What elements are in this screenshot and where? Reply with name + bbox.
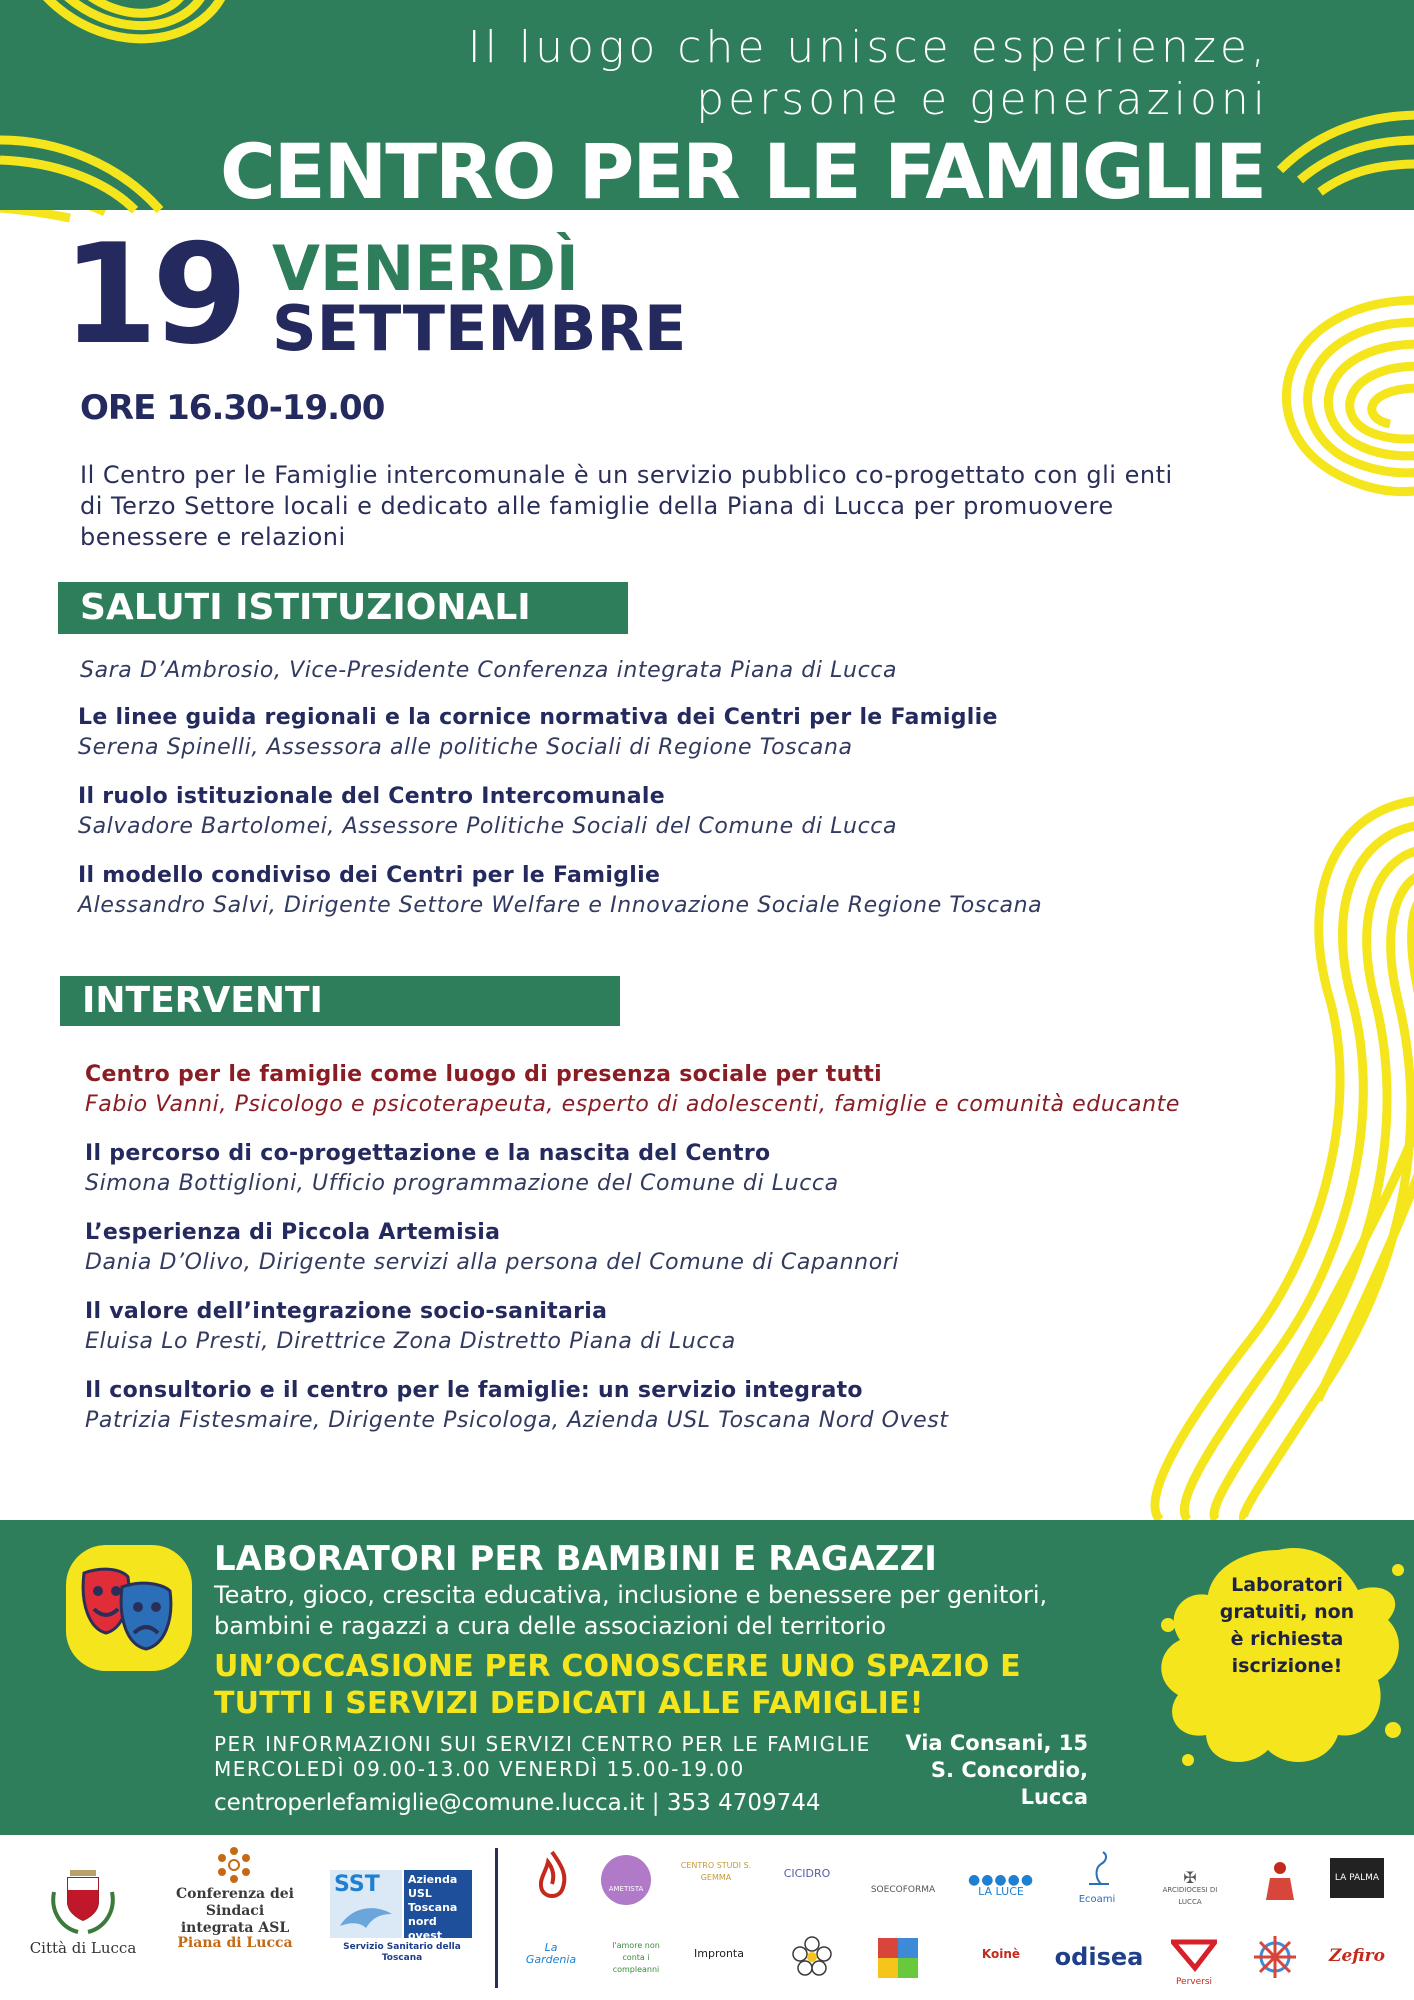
info-hours: MERCOLEDÌ 09.00-13.00 VENERDÌ 15.00-19.00 xyxy=(214,1757,745,1781)
event-month: SETTEMBRE xyxy=(272,292,687,365)
logos-divider xyxy=(495,1848,498,1988)
partner-label: l'amore non conta i compleanni xyxy=(612,1941,660,1974)
highlight-line1: UN’OCCASIONE PER CONOSCERE UNO SPAZIO E xyxy=(214,1649,1021,1684)
partner-logo-impronta xyxy=(688,1948,750,1960)
partner-logo-gardenia xyxy=(520,1942,582,1966)
partner-label: La Gardenia xyxy=(525,1941,577,1966)
ametista-gem-icon xyxy=(601,1855,651,1905)
flower-icon xyxy=(792,1936,832,1976)
interventi-item xyxy=(85,1139,839,1199)
partner-label: Impronta xyxy=(694,1947,744,1960)
interventi-item-title: Il valore dell’integrazione socio-sanitaria xyxy=(85,1299,608,1324)
flame-icon xyxy=(532,1850,572,1902)
free-badge-line2: gratuiti, non xyxy=(1219,1601,1355,1623)
event-hours: ORE 16.30-19.00 xyxy=(80,388,385,428)
saluti-item-speaker: Serena Spinelli, Assessora alle politiche Sociali di Regione Toscana xyxy=(78,735,853,760)
partner-logo-zefiro xyxy=(1322,1946,1392,1966)
saluti-item-speaker: Alessandro Salvi, Dirigente Settore Welfare e Innovazione Sociale Regione Toscana xyxy=(78,893,1043,918)
partner-label: CENTRO STUDI S. GEMMA xyxy=(680,1861,752,1882)
partner-label: Perversi xyxy=(1175,1977,1213,1987)
partner-logo-la-palma xyxy=(1330,1858,1384,1898)
partner-label: Koinè xyxy=(981,1947,1021,1961)
free-badge-text xyxy=(1212,1572,1362,1680)
partner-label: Zefiro xyxy=(1329,1946,1385,1966)
lucca-coat-of-arms-icon xyxy=(48,1862,118,1940)
theatre-masks-icon xyxy=(66,1545,192,1671)
ship-wheel-icon xyxy=(1252,1934,1298,1980)
dolphin-icon xyxy=(336,1900,396,1934)
saluti-item-title: Le linee guida regionali e la cornice normativa dei Centri per le Famiglie xyxy=(78,705,998,730)
interventi-item-title: Il consultorio e il centro per le famiglie: un servizio integrato xyxy=(85,1378,863,1403)
partner-logo-odisea xyxy=(1054,1942,1144,1972)
free-badge-line3: è richiesta xyxy=(1230,1628,1344,1650)
page-title: CENTRO PER LE FAMIGLIE xyxy=(219,127,1265,216)
laboratori-description xyxy=(214,1580,1134,1642)
interventi-item xyxy=(85,1297,736,1357)
interventi-item xyxy=(85,1060,1180,1120)
interventi-item-title: Centro per le famiglie come luogo di presenza sociale per tutti xyxy=(85,1062,882,1087)
interventi-item-speaker: Patrizia Fistesmaire, Dirigente Psicologa, Azienda USL Toscana Nord Ovest xyxy=(85,1408,949,1433)
interventi-item xyxy=(85,1218,899,1278)
partner-label: odisea xyxy=(1054,1943,1144,1971)
interventi-item-speaker: Simona Bottiglioni, Ufficio programmazione del Comune di Lucca xyxy=(85,1171,839,1196)
laboratori-desc-line1: Teatro, gioco, crescita educativa, inclusione e benessere per genitori, xyxy=(214,1581,1048,1609)
saluti-item-title: Il ruolo istituzionale del Centro Intercomunale xyxy=(78,784,665,809)
partner-logo-ametista xyxy=(598,1855,654,1895)
partner-logo-dancer xyxy=(1262,1860,1298,1906)
info-line1: PER INFORMAZIONI SUI SERVIZI CENTRO PER LE FAMIGLIE xyxy=(214,1732,871,1756)
laboratori-highlight xyxy=(214,1648,1134,1722)
heron-icon xyxy=(1079,1850,1115,1890)
conferenza-sindaci-logo-icon xyxy=(214,1845,254,1885)
highlight-line2: TUTTI I SERVIZI DEDICATI ALLE FAMIGLIE! xyxy=(214,1686,924,1721)
interventi-item-speaker: Dania D’Olivo, Dirigente servizi alla persona del Comune di Capannori xyxy=(85,1250,900,1275)
partner-logo-arcidiocesi xyxy=(1150,1868,1230,1908)
partner-label: LA LUCE xyxy=(978,1885,1024,1898)
free-badge-line4: iscrizione! xyxy=(1231,1655,1343,1677)
saluti-item xyxy=(78,861,1042,921)
azienda-usl-box xyxy=(404,1870,472,1942)
partner-logo-ecoami xyxy=(1072,1850,1122,1906)
sst-right-line2: USL xyxy=(408,1887,432,1900)
event-day: 19 xyxy=(62,214,243,375)
saluti-item xyxy=(78,703,998,763)
saluti-item-speaker: Salvadore Bartolomei, Assessore Politiche Sociali del Comune di Lucca xyxy=(78,814,898,839)
partner-label: CICIDRO xyxy=(783,1867,831,1880)
partner-logo-koine xyxy=(970,1948,1032,1960)
interventi-item xyxy=(85,1376,949,1436)
event-weekday: VENERDÌ xyxy=(272,232,579,305)
partner-logo-soecoforma xyxy=(862,1884,944,1896)
interventi-item-title: L’esperienza di Piccola Artemisia xyxy=(85,1220,501,1245)
interventi-heading: INTERVENTI xyxy=(60,976,620,1026)
partner-logo-flower xyxy=(792,1936,832,1976)
sst-right-line4: nord ovest xyxy=(408,1915,442,1942)
saluti-heading: SALUTI ISTITUZIONALI xyxy=(58,582,628,634)
tagline-line2: persone e generazioni xyxy=(696,74,1269,125)
free-badge-line1: Laboratori xyxy=(1231,1574,1343,1596)
partner-label: LA PALMA xyxy=(1334,1873,1380,1883)
saluti-first-speaker: Sara D’Ambrosio, Vice-Presidente Conferenza integrata Piana di Lucca xyxy=(80,658,898,683)
contact-info[interactable]: centroperlefamiglie@comune.lucca.it | 353 4709744 xyxy=(214,1790,821,1816)
intro-paragraph: Il Centro per le Famiglie intercomunale è un servizio pubblico co-progettato con gli enti di Terzo Settore locali e dedicato alle famiglie della Piana di Lucca per promuovere benessere e relazioni xyxy=(80,461,1173,551)
conferenza-line2: integrata ASL xyxy=(180,1920,290,1936)
interventi-item-title: Il percorso di co-progettazione e la nascita del Centro xyxy=(85,1141,771,1166)
tagline xyxy=(369,22,1269,126)
logo-lucca-label: Città di Lucca xyxy=(29,1939,137,1957)
arcidiocesi-crest-icon: ✠ xyxy=(1183,1868,1197,1887)
partner-logo-flame xyxy=(532,1850,572,1902)
sst-label: Servizio Sanitario della Toscana xyxy=(343,1942,461,1963)
address-line2: S. Concordio, xyxy=(930,1758,1088,1782)
partner-logo-amore xyxy=(604,1940,668,1976)
saluti-item xyxy=(78,782,897,842)
saluti-item-title: Il modello condiviso dei Centri per le Famiglie xyxy=(78,863,661,888)
partner-logo-blocks xyxy=(878,1938,918,1978)
color-dots-icon: ●●●●● xyxy=(968,1872,1035,1888)
partner-label: SOECOFORMA xyxy=(870,1885,936,1895)
address-line1: Via Consani, 15 xyxy=(905,1731,1088,1755)
laboratori-title: LABORATORI PER BAMBINI E RAGAZZI xyxy=(214,1539,937,1579)
partner-label: AMETISTA xyxy=(608,1885,644,1893)
logo-conferenza-sub: Piana di Lucca xyxy=(177,1935,293,1951)
partner-logo-perversi xyxy=(1164,1938,1224,1988)
interventi-item-speaker: Eluisa Lo Presti, Direttrice Zona Distretto Piana di Lucca xyxy=(85,1329,736,1354)
partner-logo-centro-studi xyxy=(680,1860,752,1884)
address xyxy=(880,1730,1088,1811)
laboratori-desc-line2: bambini e ragazzi a cura delle associazioni del territorio xyxy=(214,1612,886,1640)
logo-conferenza-label xyxy=(150,1886,320,1937)
colored-blocks-icon xyxy=(878,1938,918,1978)
tagline-line1: Il luogo che unisce esperienze, xyxy=(467,22,1269,73)
partner-logo-wheel xyxy=(1252,1934,1298,1980)
sst-right-line3: Toscana xyxy=(408,1901,458,1914)
interventi-item-speaker: Fabio Vanni, Psicologo e psicoterapeuta, esperto di adolescenti, famiglie e comunità educante xyxy=(85,1092,1181,1117)
partner-label: ARCIDIOCESI DI LUCCA xyxy=(1162,1886,1218,1906)
sst-right-line1: Azienda xyxy=(408,1873,458,1886)
sst-abbr: SST xyxy=(334,1872,380,1897)
address-line3: Lucca xyxy=(1020,1785,1088,1809)
partner-logo-la-luce xyxy=(968,1874,1034,1898)
dancer-icon xyxy=(1262,1860,1298,1906)
conferenza-line1: Conferenza dei Sindaci xyxy=(176,1886,294,1919)
sst-logo xyxy=(330,1870,472,1942)
partner-logo-cicidro xyxy=(776,1868,838,1880)
perversi-swoosh-icon xyxy=(1171,1938,1217,1972)
partner-label: Ecoami xyxy=(1078,1894,1116,1905)
